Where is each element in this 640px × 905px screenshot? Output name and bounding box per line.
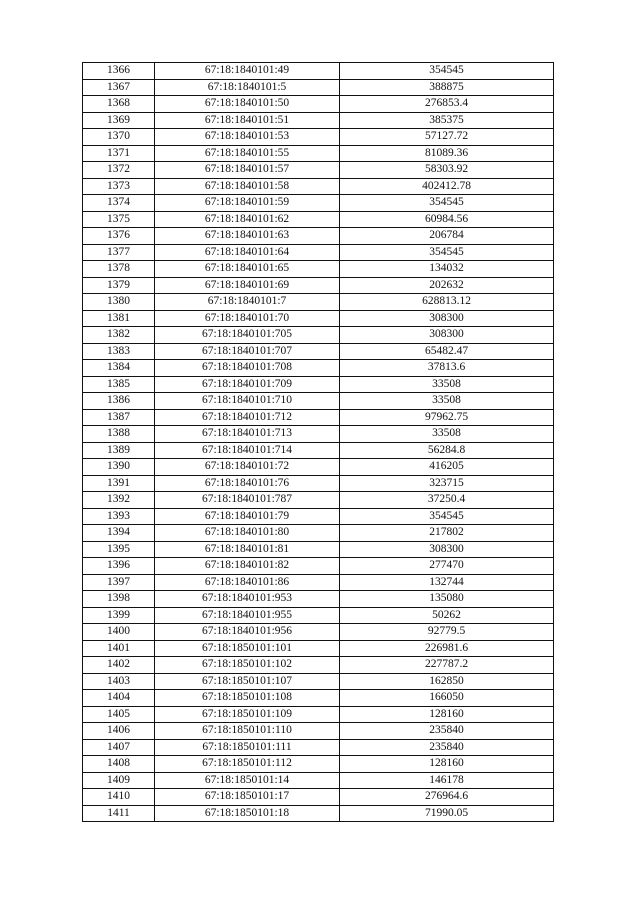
cadastral-number-cell: 67:18:1840101:787 <box>155 492 340 509</box>
row-number-cell: 1401 <box>83 640 155 657</box>
value-cell: 71990.05 <box>340 805 554 822</box>
row-number-cell: 1391 <box>83 475 155 492</box>
cadastral-number-cell: 67:18:1840101:49 <box>155 63 340 80</box>
row-number-cell: 1407 <box>83 739 155 756</box>
value-cell: 58303.92 <box>340 162 554 179</box>
table-row <box>83 591 554 608</box>
cadastral-number-cell: 67:18:1840101:81 <box>155 541 340 558</box>
row-number-cell: 1398 <box>83 591 155 608</box>
row-number-cell: 1387 <box>83 409 155 426</box>
value-cell: 308300 <box>340 310 554 327</box>
value-cell: 65482.47 <box>340 343 554 360</box>
cadastral-number-cell: 67:18:1840101:86 <box>155 574 340 591</box>
cadastral-number-cell: 67:18:1850101:109 <box>155 706 340 723</box>
table-row <box>83 739 554 756</box>
cadastral-number-cell: 67:18:1840101:707 <box>155 343 340 360</box>
table-row <box>83 772 554 789</box>
value-cell: 354545 <box>340 244 554 261</box>
table-row <box>83 244 554 261</box>
row-number-cell: 1397 <box>83 574 155 591</box>
row-number-cell: 1383 <box>83 343 155 360</box>
value-cell: 57127.72 <box>340 129 554 146</box>
row-number-cell: 1376 <box>83 228 155 245</box>
value-cell: 37250.4 <box>340 492 554 509</box>
table-row <box>83 508 554 525</box>
cadastral-number-cell: 67:18:1840101:50 <box>155 96 340 113</box>
row-number-cell: 1396 <box>83 558 155 575</box>
table-row <box>83 657 554 674</box>
cadastral-number-cell: 67:18:1840101:51 <box>155 112 340 129</box>
table-row <box>83 706 554 723</box>
value-cell: 60984.56 <box>340 211 554 228</box>
cadastral-number-cell: 67:18:1840101:55 <box>155 145 340 162</box>
row-number-cell: 1408 <box>83 756 155 773</box>
cadastral-number-cell: 67:18:1840101:72 <box>155 459 340 476</box>
table-row <box>83 343 554 360</box>
cadastral-number-cell: 67:18:1850101:111 <box>155 739 340 756</box>
cadastral-number-cell: 67:18:1840101:705 <box>155 327 340 344</box>
value-cell: 628813.12 <box>340 294 554 311</box>
cadastral-number-cell: 67:18:1840101:76 <box>155 475 340 492</box>
row-number-cell: 1378 <box>83 261 155 278</box>
value-cell: 308300 <box>340 327 554 344</box>
value-cell: 92779.5 <box>340 624 554 641</box>
table-row <box>83 541 554 558</box>
row-number-cell: 1400 <box>83 624 155 641</box>
value-cell: 97962.75 <box>340 409 554 426</box>
row-number-cell: 1380 <box>83 294 155 311</box>
value-cell: 388875 <box>340 79 554 96</box>
table-row <box>83 393 554 410</box>
value-cell: 50262 <box>340 607 554 624</box>
row-number-cell: 1405 <box>83 706 155 723</box>
value-cell: 162850 <box>340 673 554 690</box>
value-cell: 37813.6 <box>340 360 554 377</box>
row-number-cell: 1384 <box>83 360 155 377</box>
table-row <box>83 277 554 294</box>
value-cell: 128160 <box>340 756 554 773</box>
value-cell: 226981.6 <box>340 640 554 657</box>
table-row <box>83 723 554 740</box>
cadastral-number-cell: 67:18:1840101:62 <box>155 211 340 228</box>
value-cell: 202632 <box>340 277 554 294</box>
cadastral-number-cell: 67:18:1840101:7 <box>155 294 340 311</box>
cadastral-number-cell: 67:18:1850101:17 <box>155 789 340 806</box>
cadastral-number-cell: 67:18:1840101:64 <box>155 244 340 261</box>
row-number-cell: 1382 <box>83 327 155 344</box>
cadastral-number-cell: 67:18:1840101:953 <box>155 591 340 608</box>
cadastral-number-cell: 67:18:1840101:58 <box>155 178 340 195</box>
table-row <box>83 673 554 690</box>
row-number-cell: 1372 <box>83 162 155 179</box>
table-row <box>83 789 554 806</box>
value-cell: 402412.78 <box>340 178 554 195</box>
table-row <box>83 525 554 542</box>
value-cell: 166050 <box>340 690 554 707</box>
row-number-cell: 1403 <box>83 673 155 690</box>
cadastral-number-cell: 67:18:1840101:713 <box>155 426 340 443</box>
row-number-cell: 1406 <box>83 723 155 740</box>
cadastral-number-cell: 67:18:1850101:108 <box>155 690 340 707</box>
value-cell: 81089.36 <box>340 145 554 162</box>
cadastral-number-cell: 67:18:1840101:712 <box>155 409 340 426</box>
table-row <box>83 640 554 657</box>
value-cell: 132744 <box>340 574 554 591</box>
table-row <box>83 228 554 245</box>
row-number-cell: 1394 <box>83 525 155 542</box>
table-row <box>83 360 554 377</box>
table-row <box>83 112 554 129</box>
table-row <box>83 492 554 509</box>
cadastral-number-cell: 67:18:1850101:102 <box>155 657 340 674</box>
value-cell: 354545 <box>340 195 554 212</box>
value-cell: 416205 <box>340 459 554 476</box>
cadastral-number-cell: 67:18:1840101:65 <box>155 261 340 278</box>
row-number-cell: 1369 <box>83 112 155 129</box>
value-cell: 128160 <box>340 706 554 723</box>
row-number-cell: 1409 <box>83 772 155 789</box>
table-row <box>83 162 554 179</box>
table-row <box>83 558 554 575</box>
cadastral-number-cell: 67:18:1850101:112 <box>155 756 340 773</box>
row-number-cell: 1379 <box>83 277 155 294</box>
value-cell: 206784 <box>340 228 554 245</box>
cadastral-value-table <box>82 62 554 822</box>
cadastral-number-cell: 67:18:1840101:80 <box>155 525 340 542</box>
row-number-cell: 1381 <box>83 310 155 327</box>
row-number-cell: 1390 <box>83 459 155 476</box>
value-cell: 227787.2 <box>340 657 554 674</box>
cadastral-number-cell: 67:18:1840101:59 <box>155 195 340 212</box>
table-row <box>83 178 554 195</box>
row-number-cell: 1377 <box>83 244 155 261</box>
value-cell: 323715 <box>340 475 554 492</box>
table-body <box>83 63 554 822</box>
table-row <box>83 426 554 443</box>
cadastral-number-cell: 67:18:1850101:14 <box>155 772 340 789</box>
table-row <box>83 261 554 278</box>
cadastral-number-cell: 67:18:1840101:79 <box>155 508 340 525</box>
table-row <box>83 211 554 228</box>
value-cell: 354545 <box>340 63 554 80</box>
value-cell: 235840 <box>340 739 554 756</box>
row-number-cell: 1373 <box>83 178 155 195</box>
cadastral-number-cell: 67:18:1840101:69 <box>155 277 340 294</box>
table-row <box>83 607 554 624</box>
value-cell: 217802 <box>340 525 554 542</box>
value-cell: 308300 <box>340 541 554 558</box>
row-number-cell: 1371 <box>83 145 155 162</box>
table-row <box>83 805 554 822</box>
table-row <box>83 409 554 426</box>
cadastral-number-cell: 67:18:1850101:107 <box>155 673 340 690</box>
table-row <box>83 459 554 476</box>
cadastral-number-cell: 67:18:1840101:82 <box>155 558 340 575</box>
row-number-cell: 1395 <box>83 541 155 558</box>
value-cell: 146178 <box>340 772 554 789</box>
row-number-cell: 1399 <box>83 607 155 624</box>
cadastral-number-cell: 67:18:1840101:710 <box>155 393 340 410</box>
table-row <box>83 327 554 344</box>
row-number-cell: 1410 <box>83 789 155 806</box>
table-row <box>83 624 554 641</box>
table-row <box>83 79 554 96</box>
row-number-cell: 1370 <box>83 129 155 146</box>
value-cell: 385375 <box>340 112 554 129</box>
value-cell: 354545 <box>340 508 554 525</box>
cadastral-number-cell: 67:18:1840101:63 <box>155 228 340 245</box>
value-cell: 33508 <box>340 426 554 443</box>
row-number-cell: 1389 <box>83 442 155 459</box>
row-number-cell: 1411 <box>83 805 155 822</box>
table-row <box>83 442 554 459</box>
row-number-cell: 1393 <box>83 508 155 525</box>
row-number-cell: 1392 <box>83 492 155 509</box>
table-row <box>83 574 554 591</box>
cadastral-number-cell: 67:18:1850101:101 <box>155 640 340 657</box>
value-cell: 277470 <box>340 558 554 575</box>
value-cell: 33508 <box>340 393 554 410</box>
row-number-cell: 1366 <box>83 63 155 80</box>
row-number-cell: 1404 <box>83 690 155 707</box>
value-cell: 276964.6 <box>340 789 554 806</box>
value-cell: 56284.8 <box>340 442 554 459</box>
row-number-cell: 1385 <box>83 376 155 393</box>
table-row <box>83 756 554 773</box>
cadastral-number-cell: 67:18:1840101:708 <box>155 360 340 377</box>
value-cell: 276853.4 <box>340 96 554 113</box>
cadastral-number-cell: 67:18:1850101:18 <box>155 805 340 822</box>
row-number-cell: 1388 <box>83 426 155 443</box>
cadastral-number-cell: 67:18:1840101:709 <box>155 376 340 393</box>
value-cell: 134032 <box>340 261 554 278</box>
table-row <box>83 96 554 113</box>
cadastral-number-cell: 67:18:1840101:955 <box>155 607 340 624</box>
table-row <box>83 294 554 311</box>
cadastral-number-cell: 67:18:1840101:53 <box>155 129 340 146</box>
value-cell: 135080 <box>340 591 554 608</box>
row-number-cell: 1374 <box>83 195 155 212</box>
cadastral-number-cell: 67:18:1840101:70 <box>155 310 340 327</box>
cadastral-number-cell: 67:18:1840101:5 <box>155 79 340 96</box>
row-number-cell: 1367 <box>83 79 155 96</box>
cadastral-number-cell: 67:18:1840101:956 <box>155 624 340 641</box>
row-number-cell: 1368 <box>83 96 155 113</box>
table-row <box>83 63 554 80</box>
cadastral-number-cell: 67:18:1850101:110 <box>155 723 340 740</box>
value-cell: 33508 <box>340 376 554 393</box>
table-row <box>83 195 554 212</box>
value-cell: 235840 <box>340 723 554 740</box>
row-number-cell: 1375 <box>83 211 155 228</box>
cadastral-number-cell: 67:18:1840101:57 <box>155 162 340 179</box>
table-row <box>83 145 554 162</box>
cadastral-number-cell: 67:18:1840101:714 <box>155 442 340 459</box>
table-row <box>83 129 554 146</box>
table-row <box>83 690 554 707</box>
table-row <box>83 310 554 327</box>
table-row <box>83 376 554 393</box>
table-row <box>83 475 554 492</box>
row-number-cell: 1386 <box>83 393 155 410</box>
row-number-cell: 1402 <box>83 657 155 674</box>
